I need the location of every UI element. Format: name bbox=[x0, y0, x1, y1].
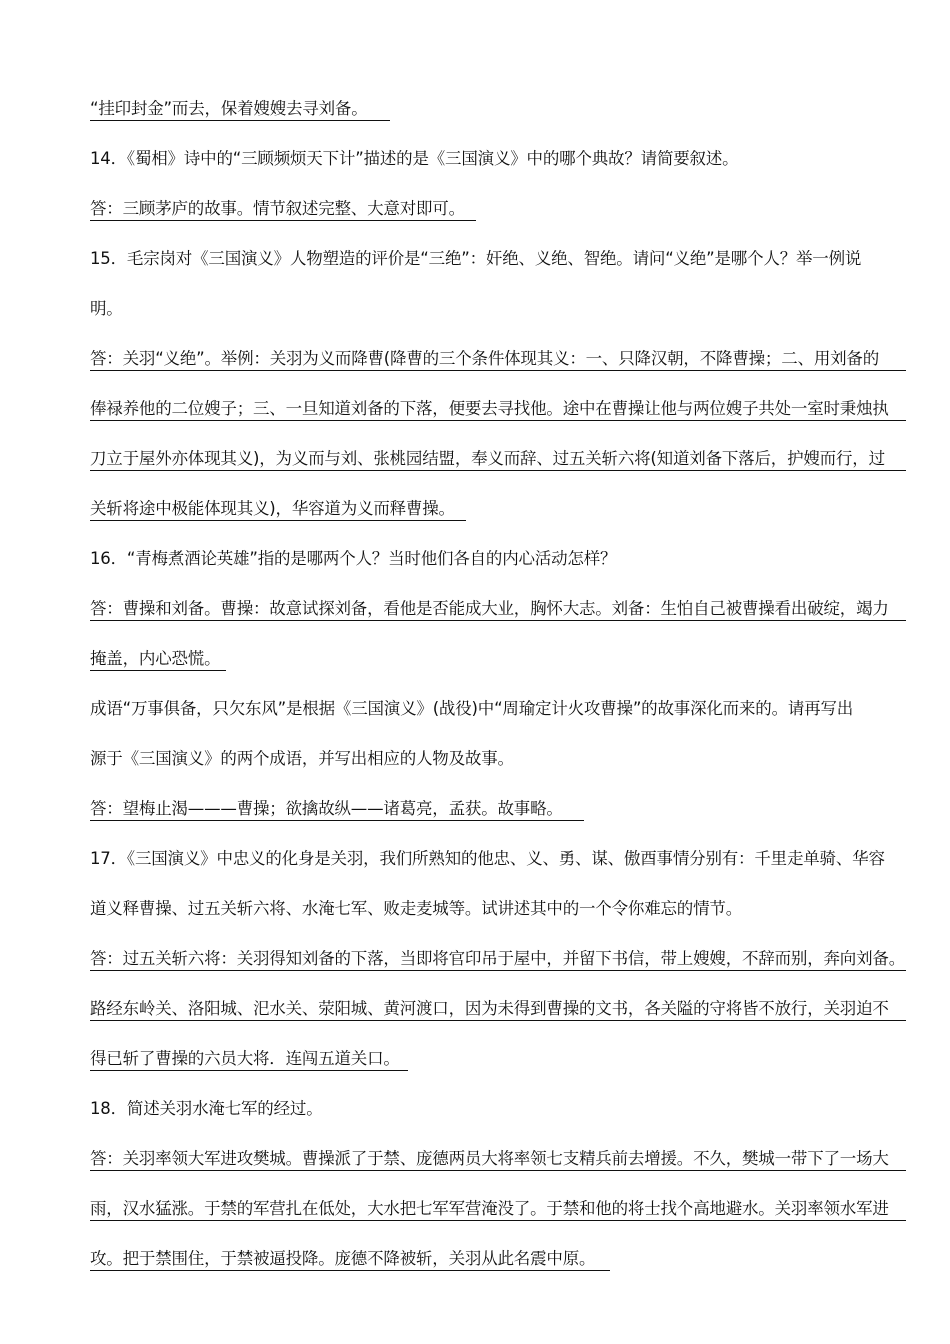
text-line bbox=[90, 88, 906, 138]
line-text: 俸禄养他的二位嫂子；三、一旦知道刘备的下落，便要去寻找他。途中在曹操让他与两位嫂子共处一室时秉烛执 bbox=[90, 399, 889, 418]
answer-underline bbox=[90, 1220, 906, 1221]
line-text: 源于《三国演义》的两个成语，并写出相应的人物及故事。 bbox=[90, 749, 514, 768]
answer-line bbox=[90, 1188, 906, 1238]
answer-line bbox=[90, 588, 906, 638]
line-text: 关斩将途中极能体现其义)，华容道为义而释曹操。 bbox=[90, 499, 455, 518]
line-text: 18．简述关羽水淹七军的经过。 bbox=[90, 1099, 323, 1118]
answer-underline bbox=[90, 1020, 906, 1021]
line-text: 16．“青梅煮酒论英雄”指的是哪两个人？当时他们各自的内心活动怎样？ bbox=[90, 549, 617, 568]
line-text: 答：曹操和刘备。曹操：故意试探刘备，看他是否能成大业，胸怀大志。刘备：生怕自己被曹操看出破绽，竭力 bbox=[90, 599, 889, 618]
line-text: 答：过五关斩六将：关羽得知刘备的下落，当即将官印吊于屋中，并留下书信，带上嫂嫂，不辞而别，奔向刘备。 bbox=[90, 949, 906, 968]
question-line bbox=[90, 1088, 906, 1138]
line-text: 14．《蜀相》诗中的“三顾频烦天下计”描述的是《三国演义》中的哪个典故？请简要叙述。 bbox=[90, 149, 739, 168]
line-text: 掩盖，内心恐慌。 bbox=[90, 649, 221, 668]
answer-underline bbox=[90, 670, 226, 671]
question-line bbox=[90, 238, 906, 288]
answer-underline bbox=[90, 370, 906, 371]
answer-underline bbox=[90, 620, 906, 621]
answer-line bbox=[90, 1238, 906, 1288]
line-text: 雨，汉水猛涨。于禁的军营扎在低处，大水把七军军营淹没了。于禁和他的将士找个高地避水。关羽率领水军进 bbox=[90, 1199, 889, 1218]
answer-line bbox=[90, 438, 906, 488]
answer-underline bbox=[90, 970, 906, 971]
answer-line bbox=[90, 388, 906, 438]
line-text: 路经东岭关、洛阳城、汜水关、荥阳城、黄河渡口，因为未得到曹操的文书，各关隘的守将皆不放行，关羽迫不 bbox=[90, 999, 889, 1018]
answer-underline bbox=[90, 420, 906, 421]
line-text: 成语“万事俱备，只欠东风”是根据《三国演义》(战役)中“周瑜定计火攻曹操”的故事深化而来的。请再写出 bbox=[90, 699, 854, 718]
answer-underline bbox=[90, 470, 906, 471]
line-text: 答：三顾茅庐的故事。情节叙述完整、大意对即可。 bbox=[90, 199, 465, 218]
line-text: 明。 bbox=[90, 299, 123, 318]
document-page bbox=[90, 88, 906, 1288]
answer-underline bbox=[90, 520, 466, 521]
line-text: 道义释曹操、过五关斩六将、水淹七军、败走麦城等。试讲述其中的一个令你难忘的情节。 bbox=[90, 899, 743, 918]
answer-line bbox=[90, 488, 906, 538]
answer-line bbox=[90, 188, 906, 238]
line-text: “挂印封金”而去，保着嫂嫂去寻刘备。 bbox=[90, 99, 368, 118]
line-text: 攻。把于禁围住，于禁被逼投降。庞德不降被斩，关羽从此名震中原。 bbox=[90, 1249, 596, 1268]
question-line bbox=[90, 888, 906, 938]
answer-line bbox=[90, 988, 906, 1038]
answer-line bbox=[90, 788, 906, 838]
question-line bbox=[90, 538, 906, 588]
line-text: 答：关羽率领大军进攻樊城。曹操派了于禁、庞德两员大将率领七支精兵前去增援。不久，樊城一带下了一场大 bbox=[90, 1149, 889, 1168]
line-text: 17．《三国演义》中忠义的化身是关羽，我们所熟知的他忠、义、勇、谋、傲酉事情分别有：千里走单骑、华容 bbox=[90, 849, 885, 868]
answer-line bbox=[90, 638, 906, 688]
answer-underline bbox=[90, 1270, 610, 1271]
answer-underline bbox=[90, 220, 476, 221]
line-text: 得已斩了曹操的六员大将．连闯五道关口。 bbox=[90, 1049, 400, 1068]
answer-underline bbox=[90, 820, 584, 821]
question-line bbox=[90, 738, 906, 788]
answer-line bbox=[90, 1138, 906, 1188]
question-line bbox=[90, 688, 906, 738]
line-text: 答：望梅止渴———曹操；欲擒故纵——诸葛亮，孟获。故事略。 bbox=[90, 799, 563, 818]
answer-underline bbox=[90, 1170, 906, 1171]
question-line bbox=[90, 838, 906, 888]
answer-underline bbox=[90, 1070, 408, 1071]
answer-underline bbox=[90, 120, 390, 121]
line-text: 刀立于屋外亦体现其义)，为义而与刘、张桃园结盟，奉义而辞、过五关斩六将(知道刘备下落后，护嫂而行，过 bbox=[90, 449, 885, 468]
answer-line bbox=[90, 1038, 906, 1088]
question-line bbox=[90, 138, 906, 188]
answer-line bbox=[90, 938, 906, 988]
question-line bbox=[90, 288, 906, 338]
line-text: 15．毛宗岗对《三国演义》人物塑造的评价是“三绝”：奸绝、义绝、智绝。请问“义绝”是哪个人？举一例说 bbox=[90, 249, 862, 268]
answer-line bbox=[90, 338, 906, 388]
line-text: 答：关羽“义绝”。举例：关羽为义而降曹(降曹的三个条件体现其义：一、只降汉朝，不降曹操；二、用刘备的 bbox=[90, 349, 880, 368]
